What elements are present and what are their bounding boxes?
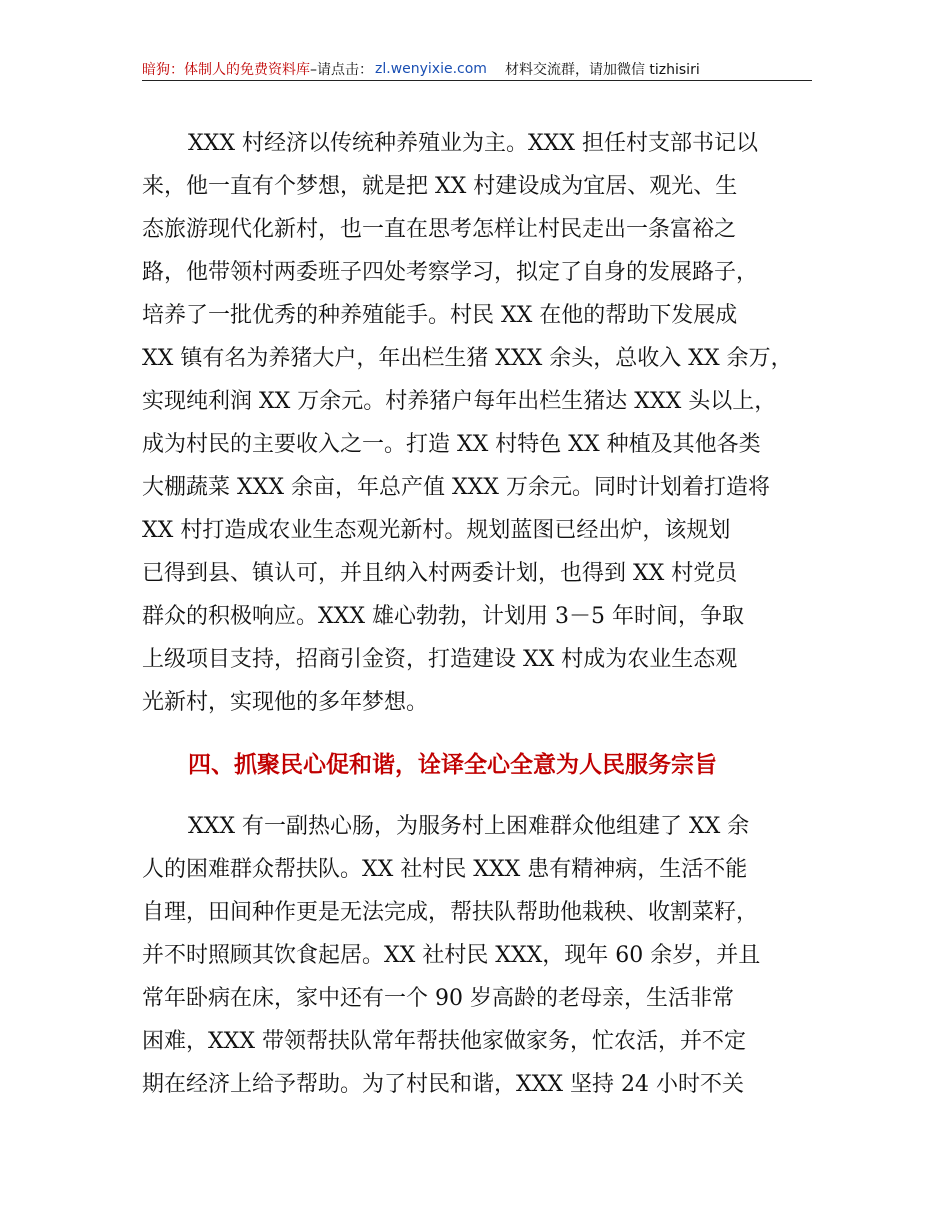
paragraph-line: 态旅游现代化新村，也一直在思考怎样让村民走出一条富裕之	[142, 217, 737, 242]
paragraph-line: 困难，XXX 带领帮扶队常年帮扶他家做家务，忙农活，并不定	[142, 1029, 746, 1054]
header-site-link[interactable]: zl.wenyixie.com	[375, 61, 487, 77]
paragraph-line: XXX 有一副热心肠，为服务村上困难群众他组建了 XX 余	[188, 814, 750, 839]
paragraph-line: XX 镇有名为养猪大户，年出栏生猪 XXX 余头，总收入 XX 余万，	[142, 346, 793, 371]
paragraph-line: 自理，田间种作更是无法完成，帮扶队帮助他栽秧、收割菜籽，	[142, 900, 759, 925]
paragraph-line: 人的困难群众帮扶队。XX 社村民 XXX 患有精神病，生活不能	[142, 857, 748, 882]
paragraph-line: XXX 村经济以传统种养殖业为主。XXX 担任村支部书记以	[188, 131, 758, 156]
paragraph-line: 常年卧病在床，家中还有一个 90 岁高龄的老母亲，生活非常	[142, 986, 734, 1011]
header-divider	[142, 80, 812, 81]
paragraph-line: 培养了一批优秀的种养殖能手。村民 XX 在他的帮助下发展成	[142, 303, 738, 328]
header-brand-text: 暗狗：体制人的免费资料库	[142, 62, 310, 78]
header-click-prompt: –请点击：	[310, 62, 373, 78]
paragraph-line: XX 村打造成农业生态观光新村。规划蓝图已经出炉，该规划	[142, 518, 731, 543]
paragraph-line: 大棚蔬菜 XXX 余亩，年总产值 XXX 万余元。同时计划着打造将	[142, 475, 770, 500]
header-group-text: 材料交流群，请加微信 tizhisiri	[504, 62, 700, 78]
paragraph-line: 已得到县、镇认可，并且纳入村两委计划，也得到 XX 村党员	[142, 561, 738, 586]
paragraph-line: 群众的积极响应。XXX 雄心勃勃，计划用 3－5 年时间，争取	[142, 604, 744, 629]
paragraph-line: 来，他一直有个梦想，就是把 XX 村建设成为宜居、观光、生	[142, 174, 738, 199]
paragraph-line: 成为村民的主要收入之一。打造 XX 村特色 XX 种植及其他各类	[142, 432, 761, 457]
paragraph-line: 并不时照顾其饮食起居。XX 社村民 XXX，现年 60 余岁，并且	[142, 943, 761, 968]
paragraph-line: 路，他带领村两委班子四处考察学习，拟定了自身的发展路子，	[142, 260, 759, 285]
section-heading: 四、抓聚民心促和谐，诠译全心全意为人民服务宗旨	[188, 752, 717, 778]
page-header	[142, 58, 812, 80]
paragraph-line: 上级项目支持，招商引金资，打造建设 XX 村成为农业生态观	[142, 647, 738, 672]
paragraph-line: 期在经济上给予帮助。为了村民和谐，XXX 坚持 24 小时不关	[142, 1072, 744, 1097]
paragraph-line: 光新村，实现他的多年梦想。	[142, 690, 429, 715]
paragraph-line: 实现纯利润 XX 万余元。村养猪户每年出栏生猪达 XXX 头以上，	[142, 389, 777, 414]
